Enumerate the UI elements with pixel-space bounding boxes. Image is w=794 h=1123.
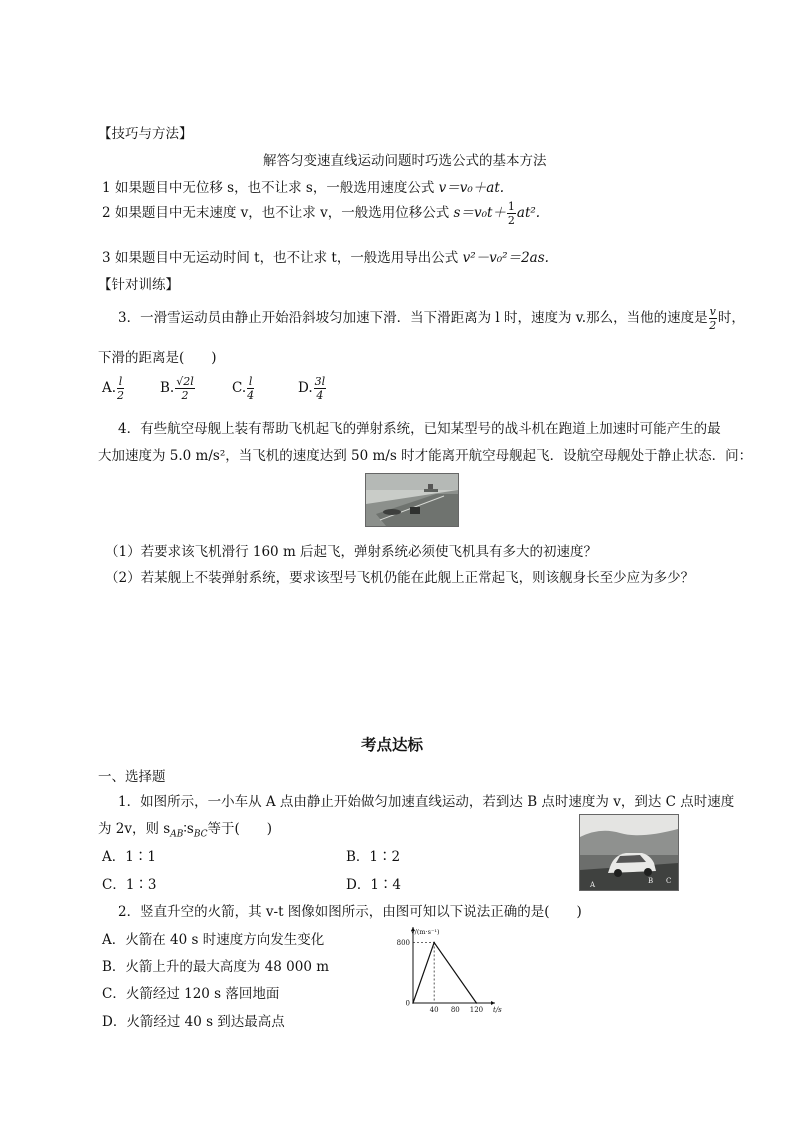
data-point bbox=[412, 1002, 414, 1004]
aircraft-carrier-photo bbox=[365, 473, 459, 527]
x-axis-label: t/s bbox=[493, 1006, 502, 1014]
question-3-option-b: B. $\frac{√2l}{2}$ bbox=[160, 375, 194, 402]
question-4-sub1: （1）若要求该飞机滑行 160 m 后起飞，弹射系统必须使飞机具有多大的初速度？ bbox=[105, 544, 598, 560]
question-1-line2: 为 2v，则 $s_{AB}∶s_{BC}$等于( ) bbox=[98, 821, 273, 840]
section-title: 考点达标 bbox=[361, 735, 424, 754]
data-point bbox=[476, 1002, 478, 1004]
y-axis-label: v/(m·s⁻¹) bbox=[411, 928, 440, 936]
question-2-option-c: C．火箭经过 120 s 落回地面 bbox=[102, 986, 280, 1002]
question-1-option-a: A．1∶1 bbox=[102, 849, 156, 865]
y-tick-label: 800 bbox=[396, 939, 410, 948]
x-axis-arrow bbox=[491, 1001, 495, 1005]
velocity-time-chart bbox=[385, 925, 505, 1017]
question-4-line2: 大加速度为 5.0 m/s²，当飞机的速度达到 50 m/s 时才能离开航空母舰起飞．设航空母舰处于静止状态．问： bbox=[98, 448, 753, 464]
photo-label-c: C bbox=[666, 877, 672, 885]
question-2-option-b: B．火箭上升的最大高度为 48 000 m bbox=[102, 959, 330, 975]
x-tick-label: 120 bbox=[469, 1006, 484, 1014]
question-1-line1: 1．如图所示，一小车从 A 点由静止开始做匀加速直线运动，若到达 B 点时速度为 v，到达 C 点时速度 bbox=[118, 794, 735, 810]
question-3-line1: 3．一滑雪运动员由静止开始沿斜坡匀加速下滑．当下滑距离为 l 时，速度为 v.那么，当他的速度是 $\frac{v}{2}$ 时， bbox=[118, 305, 745, 332]
training-heading: 【针对训练】 bbox=[98, 277, 179, 293]
question-4-line1: 4．有些航空母舰上装有帮助飞机起飞的弹射系统，已知某型号的战斗机在跑道上加速时可能产生的最 bbox=[118, 421, 721, 437]
tips-heading: 【技巧与方法】 bbox=[98, 126, 193, 142]
part-heading: 一、选择题 bbox=[98, 769, 166, 785]
question-2-option-a: A．火箭在 40 s 时速度方向发生变化 bbox=[102, 932, 325, 948]
question-1-option-d: D．1∶4 bbox=[346, 877, 402, 893]
tip-2: 2 如果题目中无末速度 v，也不让求 v，一般选用位移公式 s＝v₀t＋ $\frac{1}{2}$ at². bbox=[102, 200, 541, 227]
question-3-option-c: C. $\frac{l}{4}$ bbox=[232, 375, 255, 402]
tips-subtitle: 解答匀变速直线运动问题时巧选公式的基本方法 bbox=[263, 153, 547, 169]
data-point bbox=[433, 942, 435, 944]
photo-label-b: B bbox=[648, 877, 654, 885]
question-3-line2: 下滑的距离是( ) bbox=[98, 350, 217, 366]
question-1-option-c: C．1∶3 bbox=[102, 877, 157, 893]
tip-3: 3 如果题目中无运动时间 t，也不让求 t，一般选用导出公式 v²－v₀²＝2as. bbox=[102, 250, 549, 266]
tip-1: 1 如果题目中无位移 s，也不让求 s，一般选用速度公式 v＝v₀＋at. bbox=[102, 180, 505, 196]
photo-label-a: A bbox=[590, 881, 596, 889]
x-tick-label: 40 bbox=[429, 1006, 439, 1014]
car-photo bbox=[579, 814, 679, 891]
velocity-series-line bbox=[413, 943, 476, 1003]
question-4-sub2: （2）若某舰上不装弹射系统，要求该型号飞机仍能在此舰上正常起飞，则该舰身长至少应为多少？ bbox=[105, 570, 695, 586]
y-tick-label: 0 bbox=[405, 999, 410, 1008]
question-2-option-d: D．火箭经过 40 s 到达最高点 bbox=[102, 1014, 285, 1030]
x-tick-label: 80 bbox=[450, 1006, 460, 1014]
question-3-option-d: D. $\frac{3l}{4}$ bbox=[298, 375, 326, 402]
question-1-option-b: B．1∶2 bbox=[346, 849, 401, 865]
question-2-stem: 2．竖直升空的火箭，其 v-t 图像如图所示，由图可知以下说法正确的是( ) bbox=[118, 904, 582, 920]
half-fraction: $\frac{1}{2}$ bbox=[507, 200, 515, 227]
question-3-option-a: A. $\frac{l}{2}$ bbox=[102, 375, 125, 402]
